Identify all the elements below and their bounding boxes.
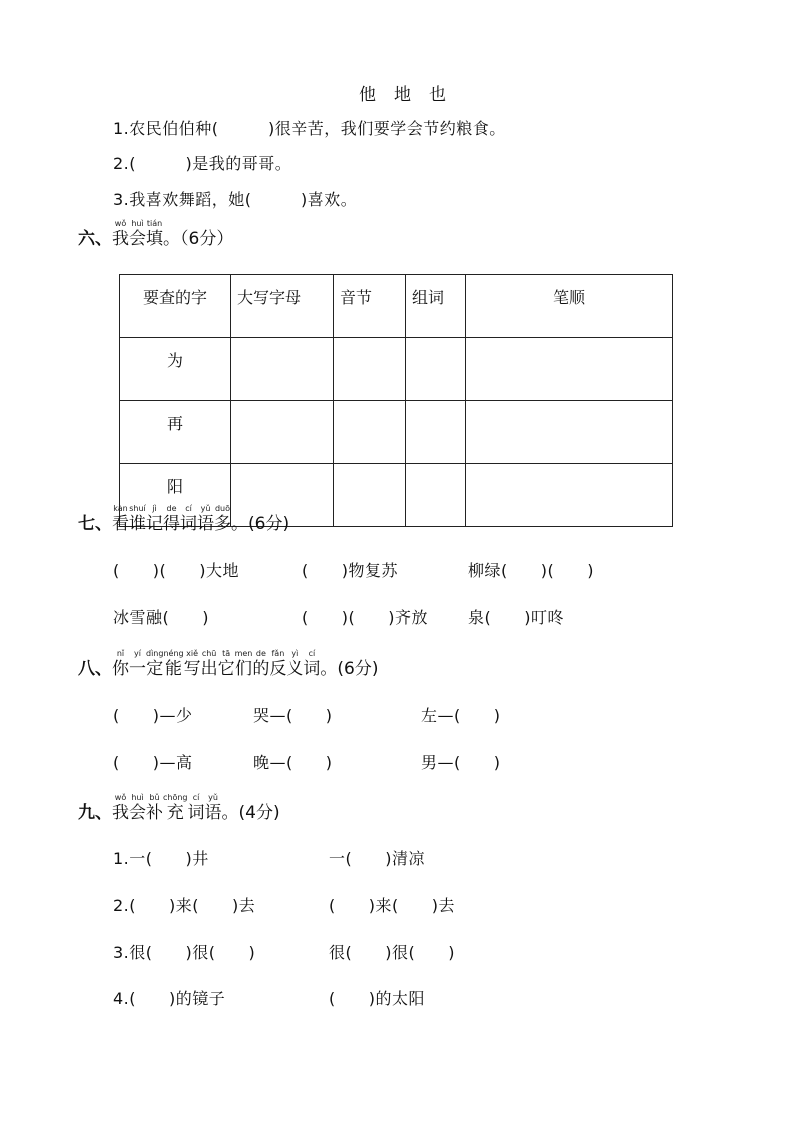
pinyin: yǔ <box>200 504 211 513</box>
hanzi: 词 <box>303 659 321 679</box>
hanzi: 你 <box>112 659 129 679</box>
phrase-item: ( )的太阳 <box>329 989 425 1008</box>
table-header-cell: 大写字母 <box>231 275 334 338</box>
antonym-item: 哭—( ) <box>253 706 333 725</box>
hanzi: 谁 <box>129 514 146 534</box>
answer-cell[interactable] <box>466 401 673 464</box>
section-number: 八、 <box>78 659 112 679</box>
hanzi: 义 <box>286 659 304 679</box>
pinyin: cí <box>185 504 192 513</box>
hanzi: 我 <box>112 803 129 823</box>
table-header-cell: 组词 <box>406 275 466 338</box>
hanzi: 写 <box>183 659 201 679</box>
table-header-cell: 要查的字 <box>120 275 231 338</box>
answer-cell[interactable] <box>406 401 466 464</box>
pinyin: fǎn <box>271 649 285 658</box>
idiom-item: 冰雪融( ) <box>113 608 209 627</box>
hanzi: 词 <box>180 514 197 534</box>
section-number: 七、 <box>78 514 112 534</box>
pinyin: duō <box>214 504 231 513</box>
title-char: 他 <box>359 85 376 105</box>
pinyin: néng <box>163 649 184 658</box>
pinyin: huì <box>131 219 144 228</box>
hanzi: 们 <box>234 659 252 679</box>
phrase-item: 一( )清凉 <box>329 849 425 868</box>
answer-cell[interactable] <box>231 401 334 464</box>
table-header-cell: 笔顺 <box>466 275 673 338</box>
phrase-item: 1.一( )井 <box>113 849 209 868</box>
pinyin: chōng <box>163 793 188 802</box>
hanzi: 反 <box>269 659 287 679</box>
phrase-item: ( )来( )去 <box>329 896 455 915</box>
pinyin: wǒ <box>114 793 127 802</box>
dictionary-table <box>119 274 673 527</box>
pinyin: men <box>234 649 253 658</box>
hanzi: 充 <box>166 803 184 823</box>
hanzi: 记 <box>146 514 163 534</box>
pinyin: kàn <box>113 504 128 513</box>
hanzi: 语 <box>204 803 222 823</box>
section-9-heading <box>78 793 280 823</box>
answer-cell[interactable] <box>406 464 466 527</box>
hanzi: 的 <box>252 659 270 679</box>
answer-cell[interactable] <box>406 338 466 401</box>
title-char: 地 <box>394 85 411 105</box>
phrase-item: 3.很( )很( ) <box>113 943 256 962</box>
pinyin: dìng <box>146 649 164 658</box>
hanzi: 它 <box>217 659 235 679</box>
fill-line-3: 3.我喜欢舞蹈，她( )喜欢。 <box>113 190 358 209</box>
pinyin: de <box>166 504 177 513</box>
pinyin: huì <box>131 793 144 802</box>
section-8-heading <box>78 649 378 679</box>
pinyin: de <box>255 649 266 658</box>
hanzi: 能 <box>165 659 183 679</box>
pinyin: yí <box>134 649 141 658</box>
phrase-item: 4.( )的镜子 <box>113 989 226 1008</box>
section-points: 。(6分) <box>231 514 290 534</box>
answer-cell[interactable] <box>334 401 406 464</box>
antonym-item: 男—( ) <box>421 753 501 772</box>
pinyin: chū <box>201 649 217 658</box>
hanzi: 会 <box>129 229 146 249</box>
section-6-heading <box>78 219 233 249</box>
pinyin: xiě <box>186 649 199 658</box>
hanzi: 定 <box>146 659 164 679</box>
hanzi: 语 <box>197 514 214 534</box>
section-7-heading <box>78 504 289 534</box>
antonym-item: 左—( ) <box>421 706 501 725</box>
pinyin: cí <box>192 793 200 802</box>
hanzi: 出 <box>200 659 218 679</box>
hanzi: 我 <box>112 229 129 249</box>
antonym-item: 晚—( ) <box>253 753 333 772</box>
phrase-item: 2.( )来( )去 <box>113 896 256 915</box>
pinyin: nǐ <box>116 649 125 658</box>
table-header-row <box>120 275 673 338</box>
fill-line-1: 1.农民伯伯种( )很辛苦，我们要学会节约粮食。 <box>113 119 506 138</box>
section-points: 。(4分) <box>221 803 280 823</box>
answer-cell[interactable] <box>231 338 334 401</box>
table-header-cell: 音节 <box>334 275 406 338</box>
hanzi: 会 <box>129 803 146 823</box>
hanzi: 多 <box>214 514 231 534</box>
idiom-item: ( )物复苏 <box>302 561 398 580</box>
pinyin: cí <box>308 649 316 658</box>
pinyin: tā <box>222 649 231 658</box>
title-char: 也 <box>429 85 446 105</box>
answer-cell[interactable] <box>334 464 406 527</box>
hanzi: 得 <box>163 514 180 534</box>
phrase-item: 很( )很( ) <box>329 943 455 962</box>
answer-cell[interactable] <box>466 464 673 527</box>
section-points: 。（6分） <box>163 229 234 249</box>
pinyin: jì <box>152 504 157 513</box>
idiom-item: 泉( )叮咚 <box>468 608 564 627</box>
pinyin: tián <box>146 219 163 228</box>
section-points: 。(6分) <box>320 659 379 679</box>
pinyin: wǒ <box>114 219 127 228</box>
fill-line-2: 2.( )是我的哥哥。 <box>113 154 292 173</box>
pinyin: shuí <box>129 504 146 513</box>
table-row <box>120 338 673 401</box>
hanzi: 词 <box>187 803 205 823</box>
idiom-item: ( )( )大地 <box>113 561 239 580</box>
table-char-cell: 再 <box>120 401 231 464</box>
hanzi: 补 <box>146 803 163 823</box>
table-char-cell: 阳 <box>120 464 231 527</box>
answer-cell[interactable] <box>334 338 406 401</box>
answer-cell[interactable] <box>466 338 673 401</box>
pinyin: yǔ <box>208 793 218 802</box>
hanzi: 看 <box>112 514 129 534</box>
hanzi: 填 <box>146 229 163 249</box>
page-title <box>350 80 455 105</box>
pinyin: yì <box>291 649 299 658</box>
antonym-item: ( )—高 <box>113 753 193 772</box>
hanzi: 一 <box>129 659 146 679</box>
section-number: 九、 <box>78 803 112 823</box>
table-row <box>120 401 673 464</box>
table-char-cell: 为 <box>120 338 231 401</box>
antonym-item: ( )—少 <box>113 706 193 725</box>
idiom-item: ( )( )齐放 <box>302 608 428 627</box>
idiom-item: 柳绿( )( ) <box>468 561 594 580</box>
pinyin: bǔ <box>149 793 160 802</box>
section-number: 六、 <box>78 229 112 249</box>
